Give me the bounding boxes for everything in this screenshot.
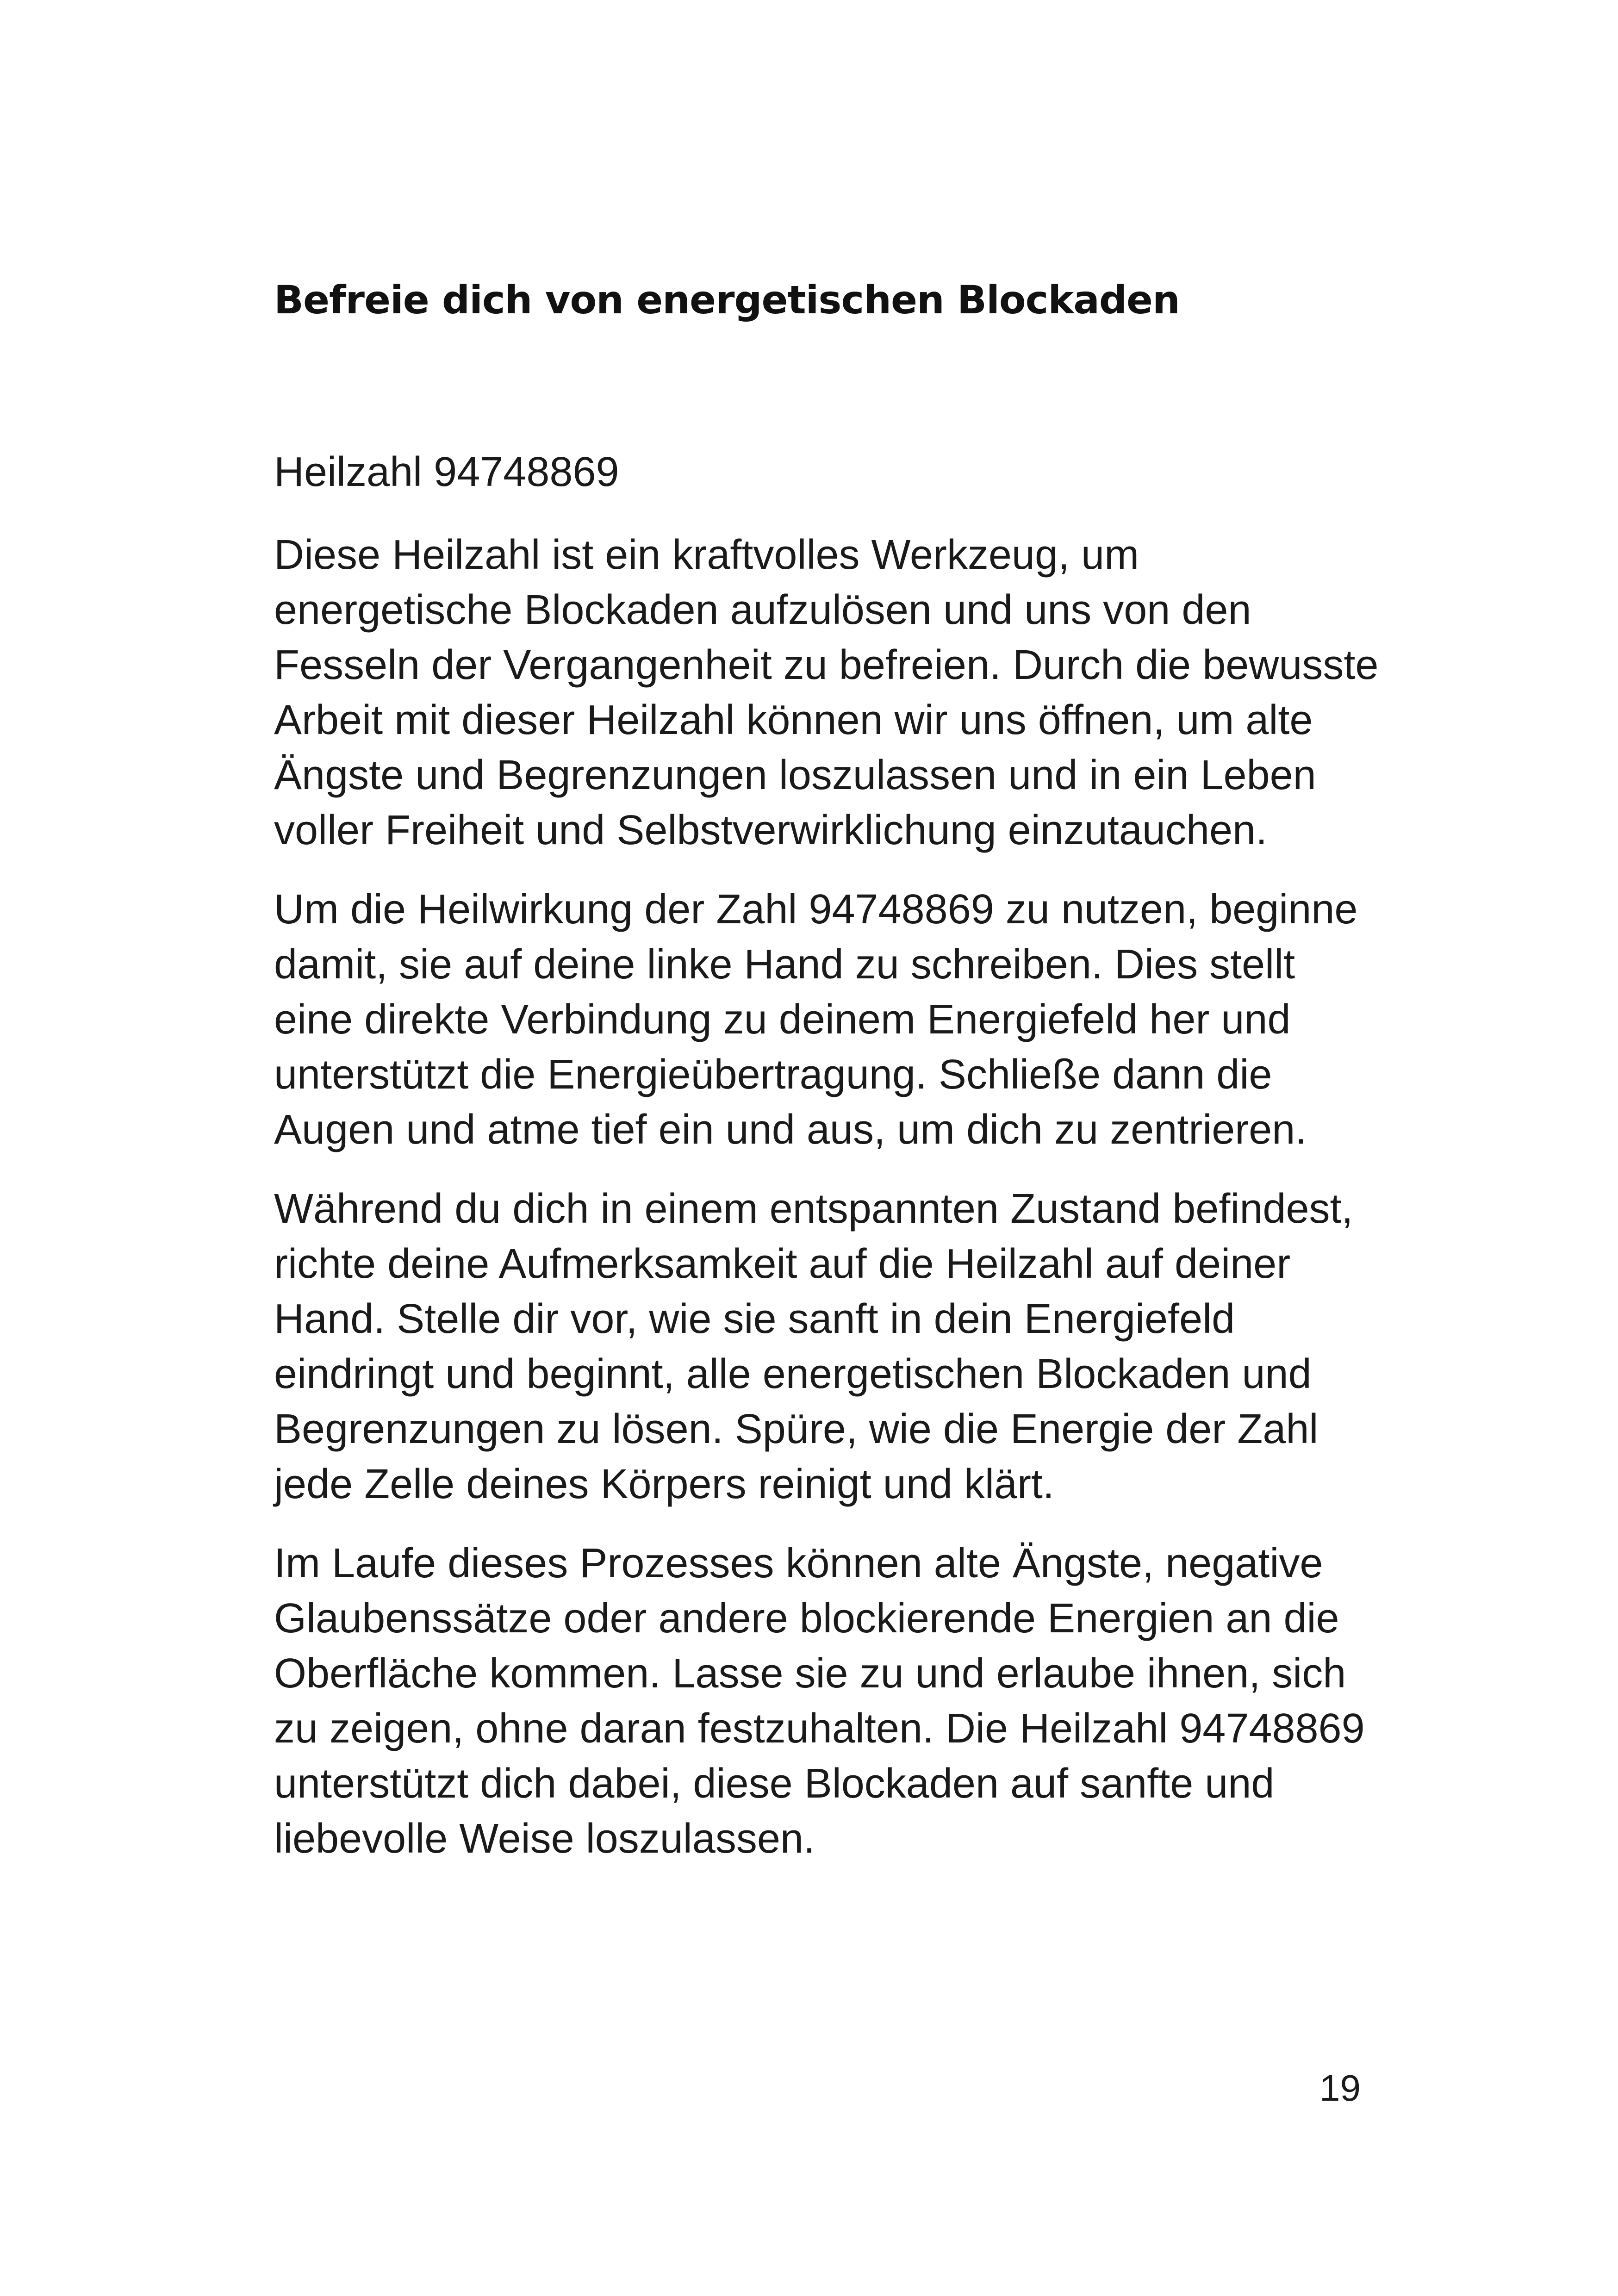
paragraph-3: Während du dich in einem entspannten Zustand befindest, richte deine Aufmerksamkeit auf die Heilzahl auf deiner Hand. Stelle dir vor, wie sie sanft in dein Energiefeld eindringt und beginnt, alle energetischen Blockaden und Begrenzungen zu lösen. Spüre, wie die Energie der Zahl jede Zelle deines Körpers reinigt und klärt. bbox=[274, 1186, 1353, 1507]
paragraph-2: Um die Heilwirkung der Zahl 94748869 zu nutzen, beginne damit, sie auf deine linke Hand zu schreiben. Dies stellt eine direkte Verbindung zu deinem Energiefeld her und unterstützt die Energieübertragung. Schließe dann die Augen und atme tief ein und aus, um dich zu zentrieren. bbox=[274, 886, 1358, 1153]
page-content bbox=[274, 441, 1380, 1891]
paragraph-4: Im Laufe dieses Prozesses können alte Ängste, negative Glaubenssätze oder andere blockierende Energien an die Oberfläche kommen. Lasse sie zu und erlaube ihnen, sich zu zeigen, ohne daran festzuhalten. Die Heilzahl 94748869 unterstützt dich dabei, diese Blockaden auf sanfte und liebevolle Weise loszulassen. bbox=[274, 1540, 1365, 1862]
section-subtitle: Heilzahl 94748869 bbox=[274, 449, 619, 495]
page-title: Befreie dich von energetischen Blockaden bbox=[274, 277, 1180, 323]
paragraph-1: Diese Heilzahl ist ein kraftvolles Werkzeug, um energetische Blockaden aufzulösen und uns von den Fesseln der Vergangenheit zu befreien. Durch die bewusste Arbeit mit dieser Heilzahl können wir uns öffnen, um alte Ängste und Begrenzungen loszulassen und in ein Leben voller Freiheit und Selbstverwirklichung einzutauchen. bbox=[274, 532, 1379, 853]
page-number: 19 bbox=[1319, 2067, 1361, 2109]
